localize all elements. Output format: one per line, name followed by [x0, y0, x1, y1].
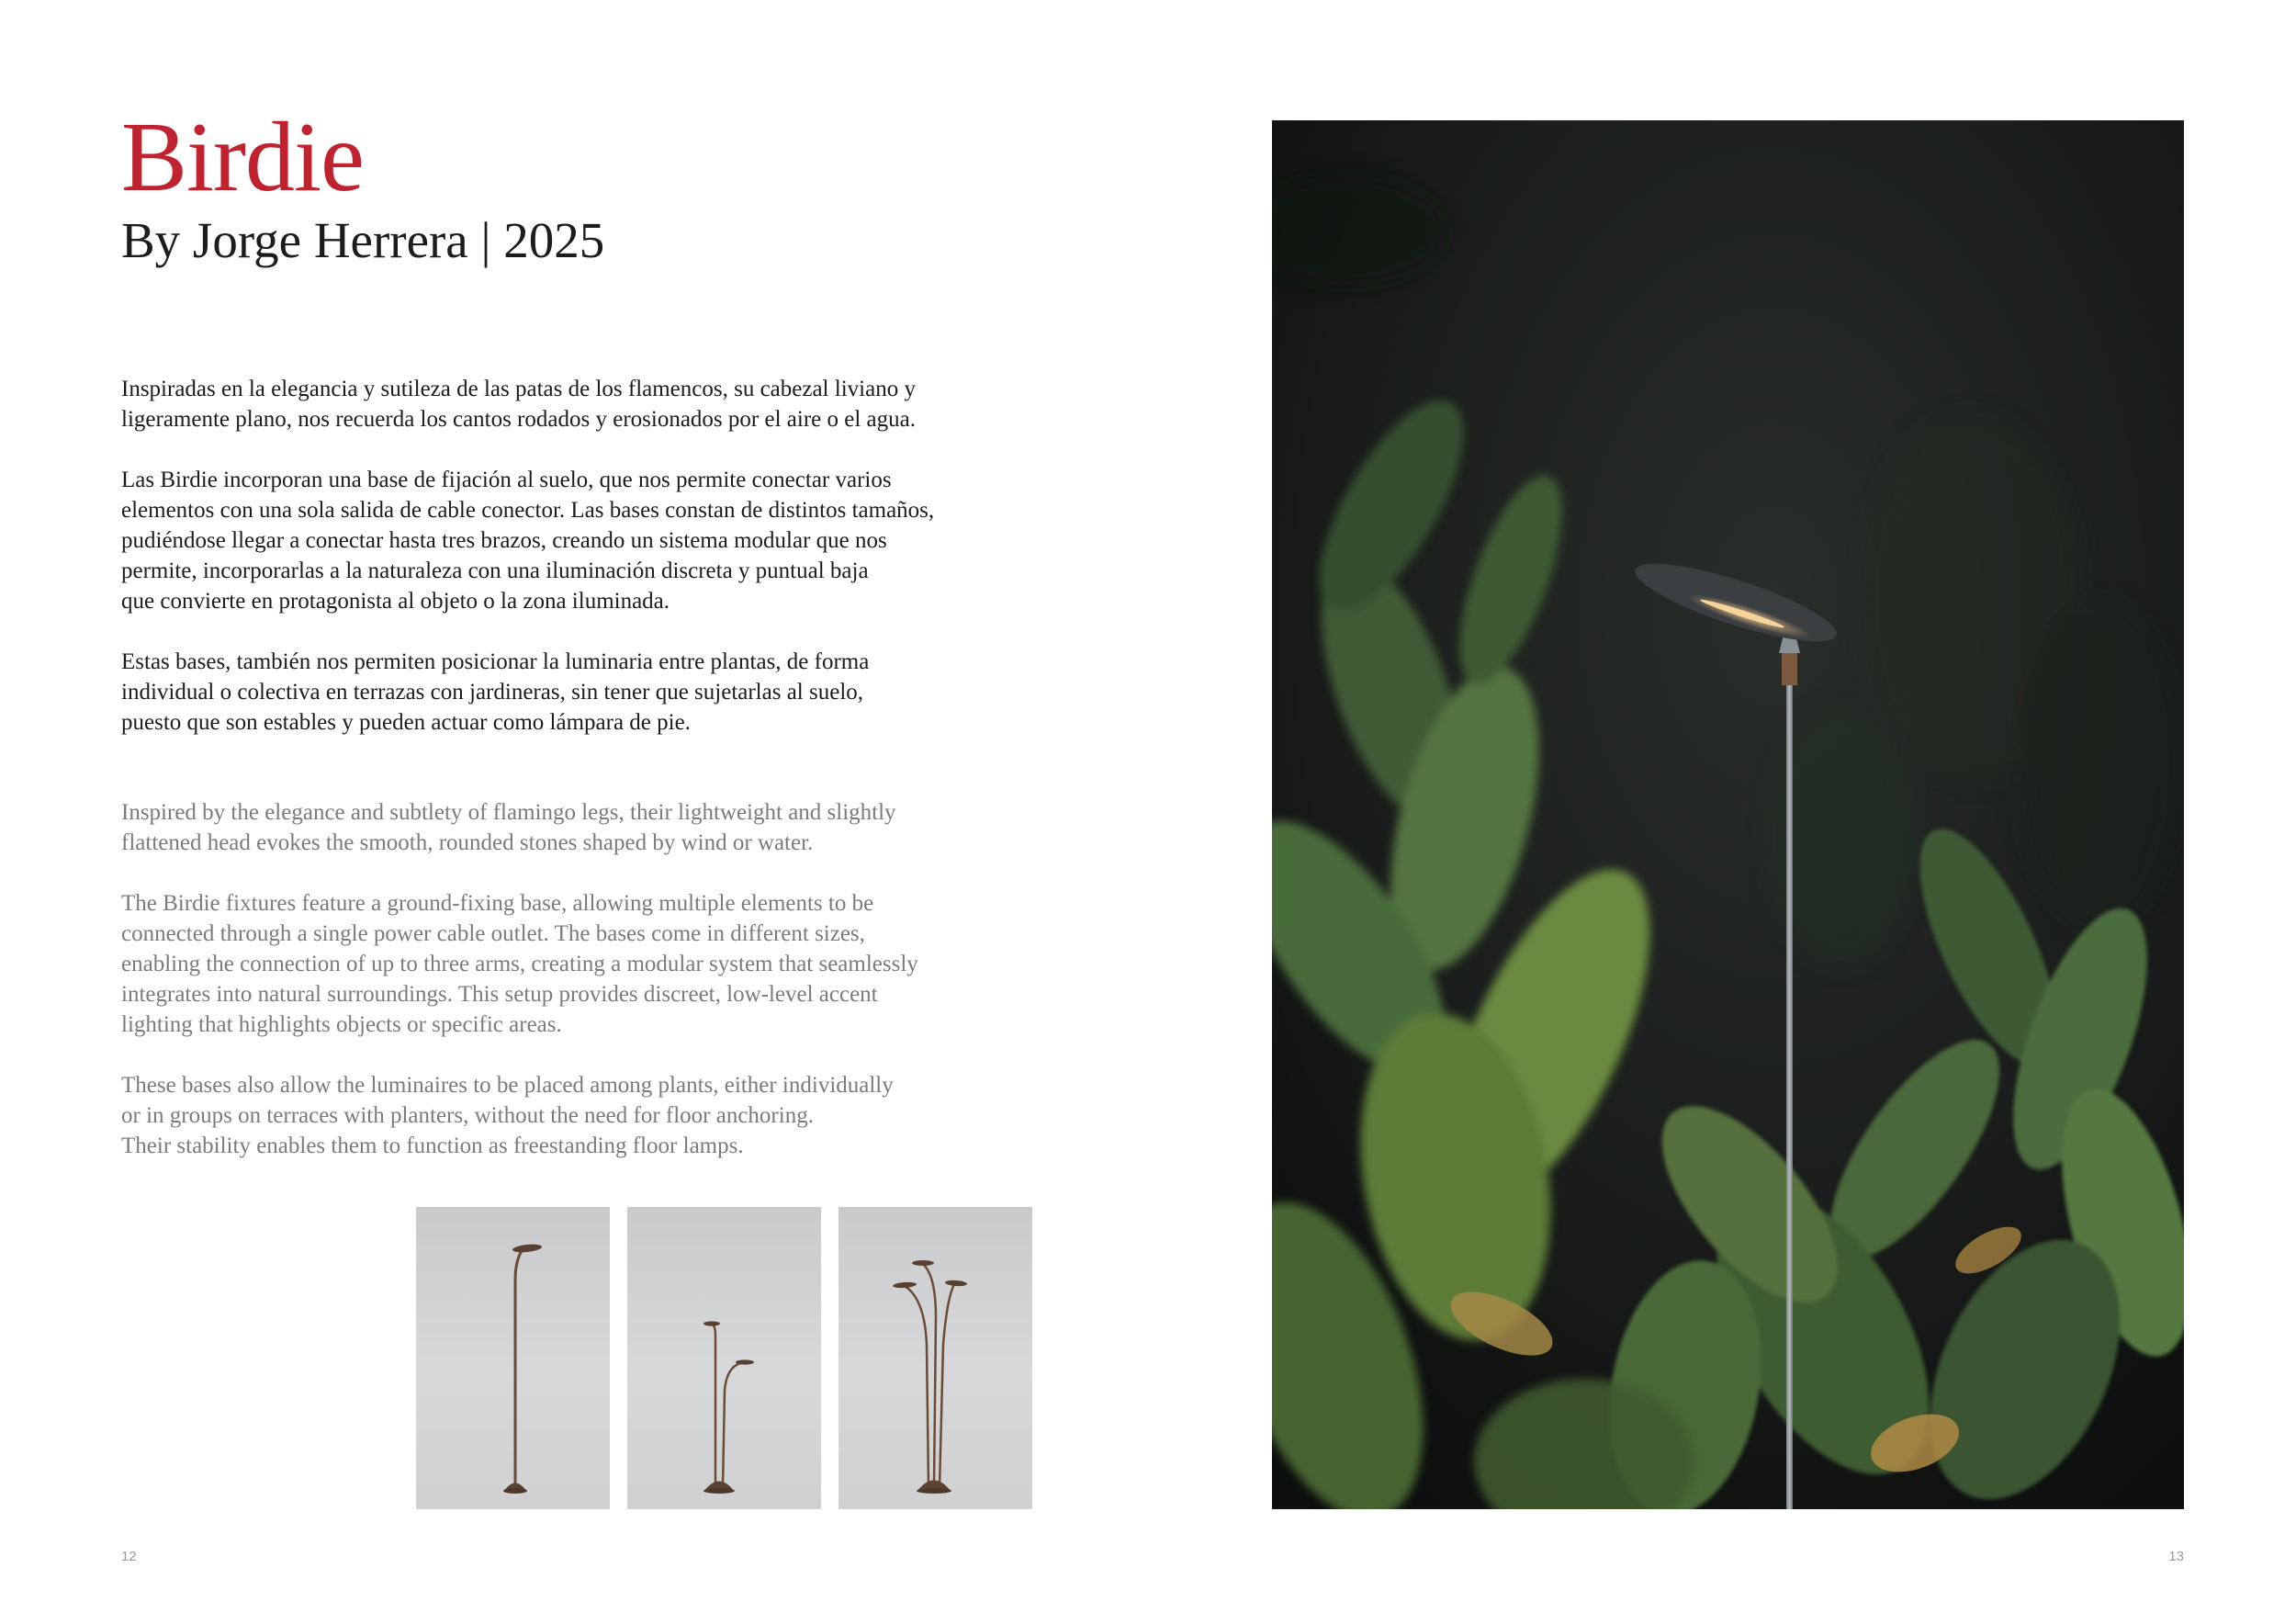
text-line: or in groups on terraces with planters, without the need for floor anchoring.: [121, 1103, 814, 1128]
product-image-double: [627, 1207, 821, 1509]
spanish-description: [121, 374, 948, 768]
text-line: elementos con una sola salida de cable conector. Las bases constan de distintos tamaños,: [121, 498, 935, 523]
text-line: connected through a single power cable outlet. The bases come in different sizes,: [121, 921, 865, 946]
text-line: These bases also allow the luminaires to be placed among plants, either individually: [121, 1073, 894, 1098]
text-line: ligeramente plano, nos recuerda los cantos rodados y erosionados por el aire o el agua.: [121, 407, 916, 432]
single-arm-lamp-icon: [416, 1207, 610, 1509]
spanish-paragraph-1: [121, 374, 948, 434]
spanish-paragraph-2: [121, 465, 948, 616]
text-line: Their stability enables them to function as freestanding floor lamps.: [121, 1133, 744, 1158]
text-line: pudiéndose llegar a conectar hasta tres brazos, creando un sistema modular que nos: [121, 528, 887, 553]
product-image-triple: [838, 1207, 1032, 1509]
designer-credit: By Jorge Herrera | 2025: [121, 212, 605, 268]
product-image-single: [416, 1207, 610, 1509]
text-line: Inspiradas en la elegancia y sutileza de las patas de los flamencos, su cabezal liviano y: [121, 377, 916, 401]
english-paragraph-3: [121, 1070, 948, 1161]
text-line: enabling the connection of up to three arms, creating a modular system that seamlessly: [121, 952, 918, 976]
page-number-left: 12: [121, 1549, 137, 1564]
text-line: que convierte en protagonista al objeto o la zona iluminada.: [121, 589, 670, 614]
spanish-paragraph-3: [121, 647, 948, 738]
page-number-right: 13: [2168, 1549, 2184, 1564]
product-title: Birdie: [121, 103, 364, 212]
english-paragraph-2: [121, 888, 948, 1040]
text-line: individual o colectiva en terrazas con jardineras, sin tener que sujetarlas al suelo,: [121, 680, 864, 705]
text-line: Estas bases, también nos permiten posicionar la luminaria entre plantas, de forma: [121, 649, 870, 674]
english-paragraph-1: [121, 797, 948, 858]
garden-lamp-photo: [1272, 120, 2184, 1509]
english-description: [121, 797, 948, 1191]
text-line: flattened head evokes the smooth, rounded stones shaped by wind or water.: [121, 830, 814, 855]
text-line: permite, incorporarlas a la naturaleza con una iluminación discreta y puntual baja: [121, 558, 869, 583]
hero-photo: [1272, 120, 2184, 1509]
text-line: integrates into natural surroundings. This setup provides discreet, low-level accent: [121, 982, 878, 1007]
triple-arm-lamp-icon: [838, 1207, 1032, 1509]
double-arm-lamp-icon: [627, 1207, 821, 1509]
text-line: The Birdie fixtures feature a ground-fixing base, allowing multiple elements to be: [121, 891, 874, 916]
text-line: puesto que son estables y pueden actuar como lámpara de pie.: [121, 710, 691, 735]
text-line: lighting that highlights objects or specific areas.: [121, 1012, 562, 1037]
text-line: Inspired by the elegance and subtlety of flamingo legs, their lightweight and slightly: [121, 800, 896, 825]
text-line: Las Birdie incorporan una base de fijación al suelo, que nos permite conectar varios: [121, 468, 892, 492]
